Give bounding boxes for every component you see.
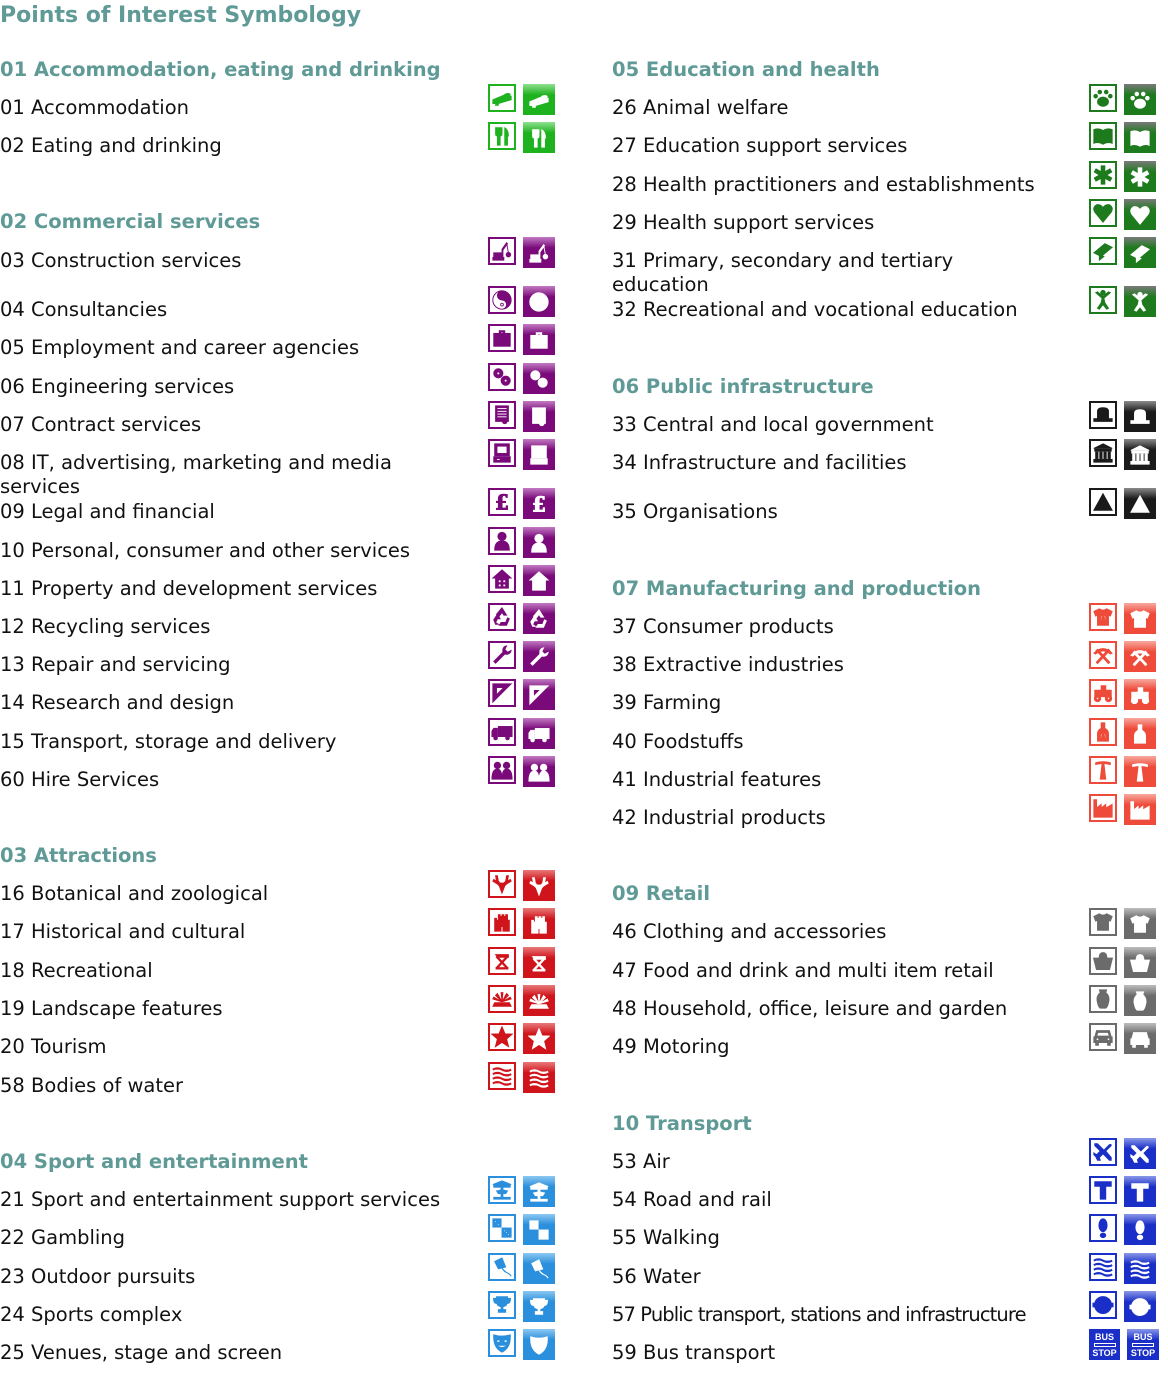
legend-label: 20 Tourism	[0, 1035, 107, 1058]
tshirt-m-icon	[1124, 603, 1156, 634]
legend-label: 35 Organisations	[612, 500, 778, 523]
crane-icon	[488, 237, 516, 265]
legend-label: 06 Engineering services	[0, 375, 235, 398]
star-icon	[488, 1023, 516, 1051]
legend-item-it-media	[0, 451, 430, 499]
crossed-picks-icon	[1089, 641, 1117, 669]
castle-icon	[488, 908, 516, 936]
legend-label: 17 Historical and cultural	[0, 920, 246, 943]
legend-label: 41 Industrial features	[612, 768, 822, 791]
dice-icon	[488, 1214, 516, 1242]
wrench-icon	[488, 641, 516, 669]
paw-icon	[1089, 84, 1117, 112]
legend-item-legal-financial	[0, 500, 460, 524]
star-of-life-icon	[1124, 161, 1156, 192]
legend-label: 47 Food and drink and multi item retail	[612, 959, 994, 982]
legend-item-motoring	[612, 1035, 1062, 1059]
truck-icon	[488, 718, 516, 746]
two-people-icon	[488, 756, 516, 784]
vase-icon	[1124, 985, 1156, 1016]
legend-label: 04 Consultancies	[0, 298, 168, 321]
tractor-icon	[1089, 679, 1117, 707]
legend-item-infrastructure-facilities	[612, 451, 1062, 475]
legend-item-health-practitioners	[612, 173, 1062, 197]
bottle-m-icon	[1089, 718, 1117, 746]
tshirt-m-icon	[1089, 603, 1117, 631]
legend-item-employment	[0, 336, 460, 360]
yin-yang-icon	[523, 286, 555, 317]
legend-item-outdoor	[0, 1265, 460, 1289]
legend-label: 12 Recycling services	[0, 615, 211, 638]
legend-item-public-transport	[612, 1303, 1062, 1327]
person-icon	[488, 527, 516, 555]
legend-label: 59 Bus transport	[612, 1341, 776, 1364]
bus-stop-text-bottom: STOP	[1130, 1347, 1156, 1358]
legend-label: 46 Clothing and accessories	[612, 920, 887, 943]
legend-label: 40 Foodstuffs	[612, 730, 744, 753]
person-icon	[523, 527, 555, 558]
bus-stop-icon	[1089, 1329, 1120, 1360]
legend-item-tourism	[0, 1035, 460, 1059]
legend-label: 48 Household, office, leisure and garden	[612, 997, 1008, 1020]
bus-stop-text-top: BUS	[1133, 1331, 1153, 1342]
waves-icon	[1089, 1253, 1117, 1281]
roundel-icon	[1124, 1291, 1156, 1322]
t-sign-icon	[1089, 1176, 1117, 1204]
basket-icon	[1089, 947, 1117, 975]
section-heading-accommodation: 01 Accommodation, eating and drinking	[0, 58, 441, 81]
two-people-icon	[523, 756, 555, 787]
legend-label: 31 Primary, secondary and tertiary education	[612, 249, 954, 296]
dice-icon	[523, 1214, 555, 1245]
section-heading-sport: 04 Sport and entertainment	[0, 1150, 308, 1173]
legend-item-transport-storage	[0, 730, 460, 754]
gears-icon	[523, 363, 555, 394]
legend-label: 19 Landscape features	[0, 997, 223, 1020]
legend-item-foodstuffs	[612, 730, 1062, 754]
legend-item-consultancies	[0, 298, 460, 322]
plane-icon	[1089, 1138, 1117, 1166]
heart-icon	[1089, 199, 1117, 227]
waves-icon	[523, 1062, 555, 1093]
waves-icon	[1124, 1253, 1156, 1284]
legend-item-sports-complex	[0, 1303, 460, 1327]
section-heading-commercial: 02 Commercial services	[0, 210, 261, 233]
section-heading-public-infrastructure: 06 Public infrastructure	[612, 375, 874, 398]
recycle-icon	[523, 603, 555, 634]
legend-item-road-rail	[612, 1188, 1062, 1212]
castle-icon	[523, 908, 555, 939]
section-heading-education-health: 05 Education and health	[612, 58, 880, 81]
legend-label: 29 Health support services	[612, 211, 875, 234]
legend-item-consumer-products	[612, 615, 1062, 639]
legend-label: 42 Industrial products	[612, 806, 826, 829]
pylon-icon	[1124, 756, 1156, 787]
legend-label: 13 Repair and servicing	[0, 653, 231, 676]
columns-building-icon	[1124, 439, 1156, 470]
carousel-icon	[523, 1176, 555, 1207]
crane-icon	[523, 237, 555, 268]
legend-item-recreational-vocational	[612, 298, 1062, 322]
tshirt-icon	[1124, 908, 1156, 939]
page-title: Points of Interest Symbology	[0, 3, 362, 28]
recycle-icon	[488, 603, 516, 631]
legend-label: 26 Animal welfare	[612, 96, 789, 119]
factory-icon	[1124, 794, 1156, 825]
kite-icon	[488, 1253, 516, 1281]
pound-icon	[488, 488, 516, 516]
section-heading-manufacturing: 07 Manufacturing and production	[612, 577, 982, 600]
legend-label: 27 Education support services	[612, 134, 908, 157]
briefcase-icon	[523, 324, 555, 355]
legend-label: 18 Recreational	[0, 959, 153, 982]
bus-stop-icon	[1127, 1329, 1159, 1360]
legend-item-bus	[612, 1331, 1156, 1365]
legend-label: 39 Farming	[612, 691, 722, 714]
legend-item-accommodation	[0, 96, 460, 120]
mortarboard-icon	[1124, 237, 1156, 268]
legend-label: 25 Venues, stage and screen	[0, 1341, 283, 1364]
legend-label: 15 Transport, storage and delivery	[0, 730, 337, 753]
set-square-icon	[488, 679, 516, 707]
legend-label: 54 Road and rail	[612, 1188, 772, 1211]
deckchair-icon	[523, 947, 555, 978]
bus-shape	[1094, 1343, 1116, 1347]
legend-label: 01 Accommodation	[0, 96, 189, 119]
book-icon	[1089, 122, 1117, 150]
footprint-icon	[1124, 1214, 1156, 1245]
legend-item-farming	[612, 691, 1062, 715]
columns-building-icon	[1089, 439, 1117, 467]
legend-item-education-support	[612, 134, 1062, 158]
roundel-icon	[1089, 1291, 1117, 1319]
legend-item-water	[612, 1265, 1062, 1289]
house-icon	[488, 565, 516, 593]
pound-icon	[523, 488, 555, 519]
yin-yang-icon	[488, 286, 516, 314]
legend-item-property	[0, 577, 460, 601]
fork-knife-icon	[523, 122, 555, 153]
legend-item-contract	[0, 413, 460, 437]
legend-label: 22 Gambling	[0, 1226, 126, 1249]
legend-label: 49 Motoring	[612, 1035, 730, 1058]
legend-item-engineering	[0, 375, 460, 399]
legend-item-government	[612, 413, 1062, 437]
basket-icon	[1124, 947, 1156, 978]
computer-icon	[523, 439, 555, 470]
legend-item-hire	[0, 768, 460, 792]
legend-item-industrial-products	[612, 806, 1062, 830]
bus-shape	[1132, 1343, 1154, 1347]
wrench-icon	[523, 641, 555, 672]
carousel-icon	[488, 1176, 516, 1204]
legend-item-historical	[0, 920, 460, 944]
legend-label: 28 Health practitioners and establishments	[612, 173, 1035, 196]
theatre-mask-icon	[523, 1329, 555, 1360]
figure-icon	[1089, 286, 1117, 314]
legend-label: 33 Central and local government	[612, 413, 934, 436]
section-heading-retail: 09 Retail	[612, 882, 711, 905]
crossed-picks-icon	[1124, 641, 1156, 672]
bottle-m-icon	[1124, 718, 1156, 749]
footprint-icon	[1089, 1214, 1117, 1242]
legend-item-health-support	[612, 211, 1062, 235]
tshirt-icon	[1089, 908, 1117, 936]
legend-item-animal-welfare	[612, 96, 1062, 120]
plane-icon	[1124, 1138, 1156, 1169]
legend-item-clothing	[612, 920, 1062, 944]
bus-stop-text-top: BUS	[1094, 1331, 1114, 1342]
legend-item-repair	[0, 653, 460, 677]
legend-label: 60 Hire Services	[0, 768, 160, 791]
legend-label: 16 Botanical and zoological	[0, 882, 269, 905]
legend-label: 32 Recreational and vocational education	[612, 298, 1018, 321]
waves-icon	[488, 1062, 516, 1090]
t-sign-icon	[1124, 1176, 1156, 1207]
section-heading-attractions: 03 Attractions	[0, 844, 157, 867]
legend-label: 11 Property and development services	[0, 577, 378, 600]
paw-icon	[1124, 84, 1156, 115]
legend-item-recreational	[0, 959, 460, 983]
section-heading-transport: 10 Transport	[612, 1112, 752, 1135]
legend-label: 02 Eating and drinking	[0, 134, 222, 157]
computer-icon	[488, 439, 516, 467]
theatre-mask-icon	[488, 1329, 516, 1357]
house-icon	[523, 565, 555, 596]
legend-label: 57 Public transport, stations and infrastructure	[612, 1303, 1026, 1326]
legend-item-eating-drinking	[0, 134, 460, 158]
mortarboard-icon	[1089, 237, 1117, 265]
bowler-hat-icon	[1124, 401, 1156, 432]
bed-icon	[488, 84, 516, 112]
book-icon	[1124, 122, 1156, 153]
legend-item-extractive	[612, 653, 1062, 677]
fork-knife-icon	[488, 122, 516, 150]
legend-label: 21 Sport and entertainment support services	[0, 1188, 441, 1211]
tractor-icon	[1124, 679, 1156, 710]
legend-label: 55 Walking	[612, 1226, 720, 1249]
briefcase-icon	[488, 324, 516, 352]
legend-item-research	[0, 691, 460, 715]
legend-item-botanical	[0, 882, 460, 906]
legend-label: 58 Bodies of water	[0, 1074, 184, 1097]
vase-icon	[1089, 985, 1117, 1013]
legend-item-bodies-of-water	[0, 1074, 460, 1098]
pylon-icon	[1089, 756, 1117, 784]
legend-item-landscape	[0, 997, 460, 1021]
certificate-icon	[523, 401, 555, 432]
legend-item-recycling	[0, 615, 460, 639]
triangle-icon	[1089, 488, 1117, 516]
legend-item-construction	[0, 249, 460, 273]
sunrise-icon	[488, 985, 516, 1013]
stag-icon	[488, 870, 516, 898]
legend-label: 53 Air	[612, 1150, 670, 1173]
trophy-icon	[523, 1291, 555, 1322]
triangle-icon	[1124, 488, 1156, 519]
legend-label: 37 Consumer products	[612, 615, 834, 638]
legend-label: 03 Construction services	[0, 249, 242, 272]
star-icon	[523, 1023, 555, 1054]
legend-label: 07 Contract services	[0, 413, 202, 436]
legend-label: 10 Personal, consumer and other services	[0, 539, 411, 562]
heart-icon	[1124, 199, 1156, 230]
legend-label: 56 Water	[612, 1265, 701, 1288]
kite-icon	[523, 1253, 555, 1284]
legend-item-walking	[612, 1226, 1062, 1250]
legend-item-sport-support	[0, 1188, 460, 1212]
trophy-icon	[488, 1291, 516, 1319]
legend-label: 24 Sports complex	[0, 1303, 183, 1326]
legend-item-venues	[0, 1341, 460, 1365]
stag-icon	[523, 870, 555, 901]
legend-label: 23 Outdoor pursuits	[0, 1265, 196, 1288]
bowler-hat-icon	[1089, 401, 1117, 429]
certificate-icon	[488, 401, 516, 429]
figure-icon	[1124, 286, 1156, 317]
legend-item-primary-secondary-tertiary	[612, 249, 992, 297]
star-of-life-icon	[1089, 161, 1117, 189]
legend-label: 34 Infrastructure and facilities	[612, 451, 907, 474]
gears-icon	[488, 363, 516, 391]
legend-item-organisations	[612, 500, 1062, 524]
legend-item-gambling	[0, 1226, 460, 1250]
deckchair-icon	[488, 947, 516, 975]
legend-item-food-drink-retail	[612, 959, 1062, 983]
legend-item-household	[612, 997, 1062, 1021]
car-icon	[1124, 1023, 1156, 1054]
legend-item-air	[612, 1150, 1062, 1174]
car-icon	[1089, 1023, 1117, 1051]
bed-icon	[523, 84, 555, 115]
sunrise-icon	[523, 985, 555, 1016]
legend-label: 09 Legal and financial	[0, 500, 215, 523]
legend-label: 08 IT, advertising, marketing and media services	[0, 451, 392, 498]
legend-item-personal	[0, 539, 460, 563]
set-square-icon	[523, 679, 555, 710]
truck-icon	[523, 718, 555, 749]
legend-label: 38 Extractive industries	[612, 653, 844, 676]
legend-label: 05 Employment and career agencies	[0, 336, 360, 359]
bus-stop-text-bottom: STOP	[1092, 1347, 1117, 1358]
legend-label: 14 Research and design	[0, 691, 235, 714]
legend-item-industrial-features	[612, 768, 1062, 792]
factory-icon	[1089, 794, 1117, 822]
